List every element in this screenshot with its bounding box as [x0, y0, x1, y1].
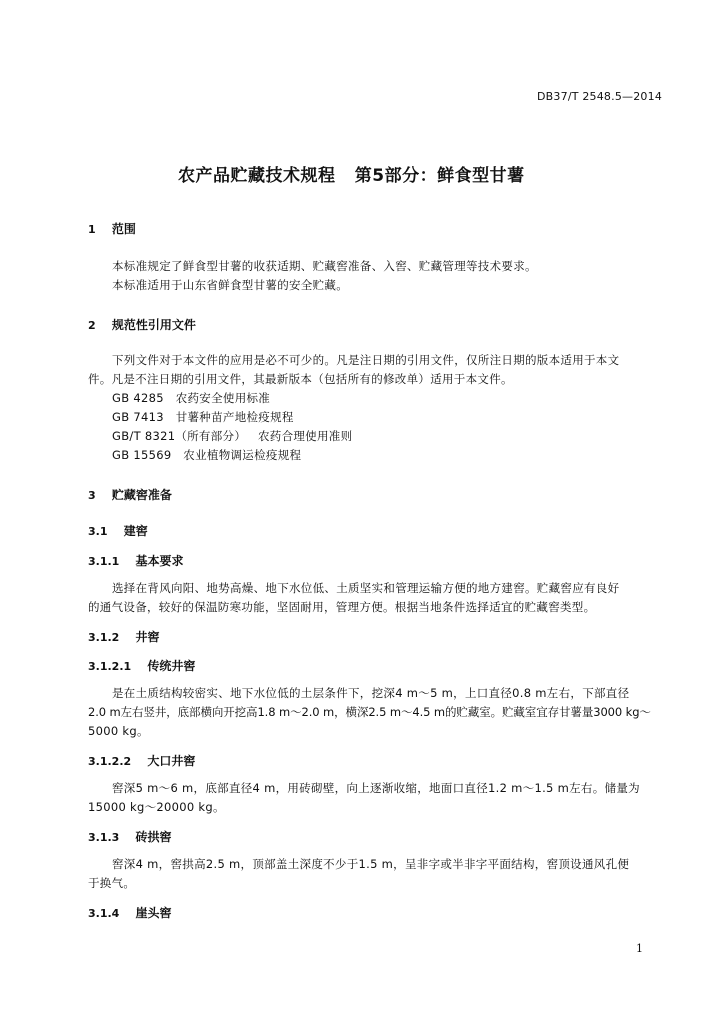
section-number: 3.1.2.1: [88, 660, 132, 673]
section-heading: [88, 828, 172, 845]
paragraph: 下列文件对于本文件的应用是必不可少的。凡是注日期的引用文件，仅所注日期的版本适用于本文: [112, 353, 620, 367]
section-title: 大口井窖: [147, 754, 196, 768]
section-heading: [88, 657, 195, 674]
section-number: 3.1.2.2: [88, 755, 132, 768]
paragraph: 于换气。: [88, 876, 136, 890]
section-number: 3.1.1: [88, 555, 120, 568]
section-title: 贮藏窖准备: [111, 488, 172, 502]
section-number: 1: [88, 223, 96, 236]
paragraph: 15000 kg～20000 kg。: [88, 800, 225, 814]
section-heading: [88, 522, 148, 539]
section-title: 井窖: [135, 630, 160, 644]
section-heading: [88, 904, 172, 921]
section-heading: [88, 628, 160, 645]
section-title: 崖头窖: [135, 906, 172, 920]
reference-item: GB 4285 农药安全使用标准: [112, 391, 271, 405]
paragraph: 5000 kg。: [88, 724, 149, 738]
paragraph: 本标准适用于山东省鲜食型甘薯的安全贮藏。: [112, 278, 348, 292]
section-title: 传统井窖: [147, 659, 196, 673]
section-number: 3.1.3: [88, 831, 120, 844]
document-number: DB37/T 2548.5—2014: [537, 90, 663, 103]
section-title: 范围: [111, 222, 136, 236]
section-title: 基本要求: [135, 554, 184, 568]
section-heading: [88, 316, 196, 333]
paragraph: 件。凡是不注日期的引用文件，其最新版本（包括所有的修改单）适用于本文件。: [88, 372, 513, 386]
section-title: 建窖: [123, 524, 148, 538]
section-heading: [88, 220, 136, 237]
reference-item: GB/T 8321（所有部分） 农药合理使用准则: [112, 429, 353, 443]
paragraph: 窖深4 m，窖拱高2.5 m，顶部盖土深度不少于1.5 m，呈非字或半非字平面结构，窖顶设通风孔便: [112, 857, 630, 871]
page-number: 1: [636, 942, 643, 955]
section-number: 2: [88, 319, 96, 332]
reference-item: GB 7413 甘薯种苗产地检疫规程: [112, 410, 294, 424]
page-title: 农产品贮藏技术规程 第5部分：鲜食型甘薯: [178, 166, 525, 186]
paragraph: 是在土质结构较密实、地下水位低的土层条件下，挖深4 m～5 m，上口直径0.8 m左右，下部直径: [112, 686, 630, 700]
section-title: 规范性引用文件: [111, 318, 196, 332]
section-number: 3: [88, 489, 96, 502]
section-heading: [88, 552, 184, 569]
paragraph: 窖深5 m～6 m，底部直径4 m，用砖砌壁，向上逐渐收缩，地面口直径1.2 m～1.5 m左右。储量为: [112, 781, 640, 795]
paragraph: 的通气设备，较好的保温防寒功能，坚固耐用，管理方便。根据当地条件选择适宜的贮藏窖类型。: [88, 600, 596, 614]
paragraph: 本标准规定了鲜食型甘薯的收获适期、贮藏窖准备、入窖、贮藏管理等技术要求。: [112, 259, 537, 273]
section-title: 砖拱窖: [135, 830, 172, 844]
section-number: 3.1.4: [88, 907, 120, 920]
section-heading: [88, 486, 172, 503]
paragraph: 2.0 m左右竖井，底部横向开挖高1.8 m～2.0 m，横深2.5 m～4.5 m的贮藏室。贮藏室宜存甘薯量3000 kg～: [88, 705, 651, 719]
section-number: 3.1: [88, 525, 108, 538]
reference-item: GB 15569 农业植物调运检疫规程: [112, 448, 302, 462]
section-heading: [88, 752, 195, 769]
section-number: 3.1.2: [88, 631, 120, 644]
paragraph: 选择在背风向阳、地势高燥、地下水位低、土质坚实和管理运输方便的地方建窖。贮藏窖应有良好: [112, 581, 620, 595]
